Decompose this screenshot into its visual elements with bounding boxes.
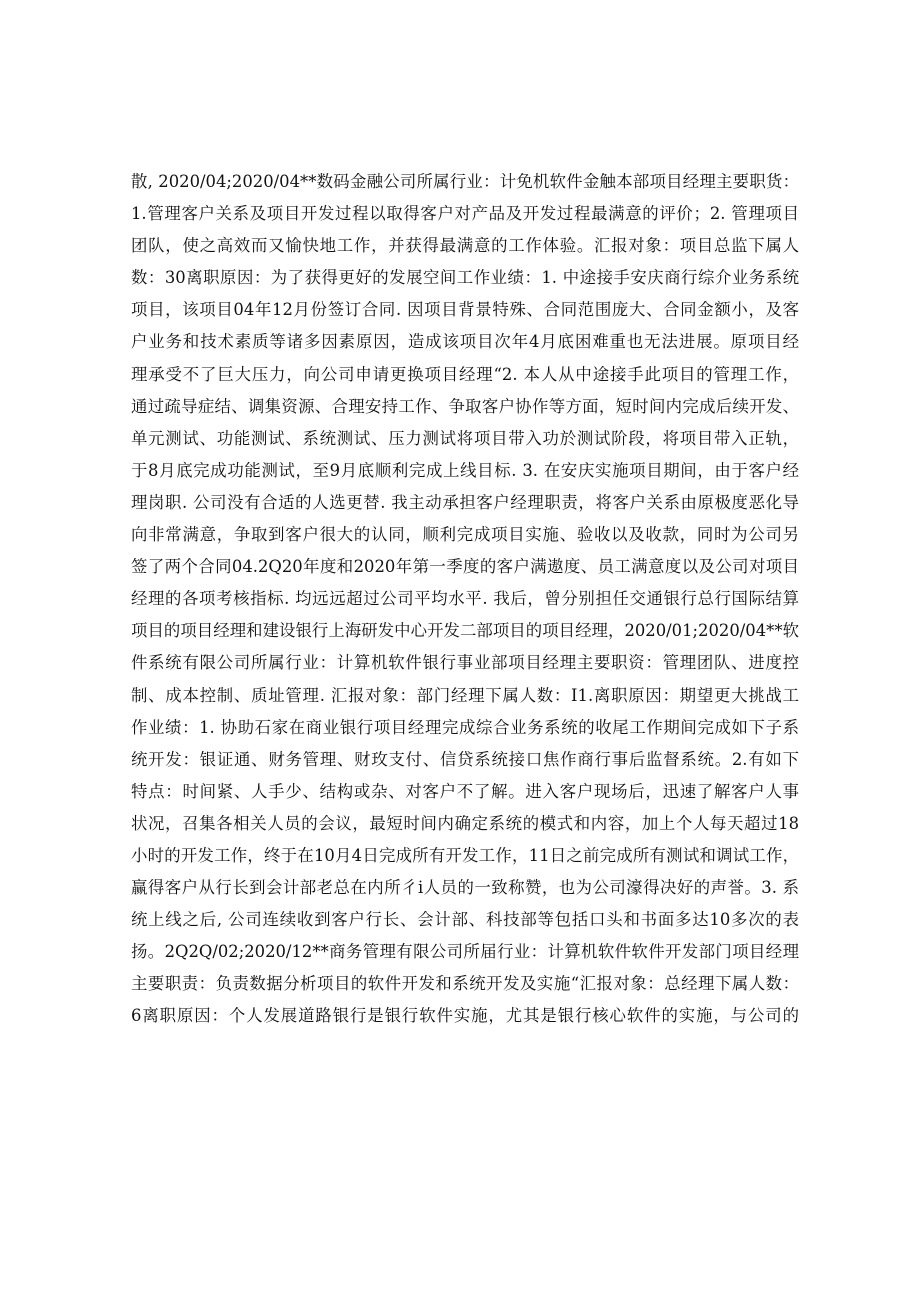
text-line: 6离职原因：个人发展道路银行是银行软件实施，尤其是银行核心软件的实施，与公司的 (131, 1006, 799, 1026)
text-line: 户业务和技术素质等诸多因素原因，造成该项目次年4月底困难重也无法进展。原项目经 (131, 332, 799, 352)
text-line: 统上线之后, 公司连续收到客户行长、会计部、科技部等包括口头和书面多达10多次的表 (131, 910, 799, 930)
text-line: 主要职责：负责数据分析项目的软件开发和系统开发及实施“汇报对象：总经理下属人数： (131, 974, 799, 994)
text-line: 理承受不了巨大压力，向公司申请更换项目经理“2. 本人从中途接手此项目的管理工作， (131, 364, 799, 384)
text-line: 通过疏导症结、调集资源、合理安持工作、争取客户协作等方面，短时间内完成后续开发、 (131, 396, 799, 416)
text-line: 扬。2Q2Q/02;2020/12**商务管理有限公司所届行业：计算机软件软件开发部门项目经理 (131, 942, 799, 962)
text-line: 经理的各项考核指标. 均远远超过公司平均水平. 我后，曾分别担任交通银行总行国际结算 (131, 589, 799, 609)
text-line: 作业绩：1. 协助石家在商业银行项目经理完成综合业务系统的收尾工作期间完成如下子系 (131, 717, 799, 737)
text-line: 1.管理客户关系及项目开发过程以取得客户对产品及开发过程最满意的评价；2. 管理项目 (131, 204, 799, 224)
text-line: 件系统有限公司所属行业：计算机软件银行事业部项目经理主要职资：管理团队、进度控 (131, 653, 799, 673)
text-line: 项目，该项目04年12月份签订合同. 因项目背景特殊、合同范围庞大、合同金额小，及客 (131, 300, 799, 320)
text-line: 团队，使之高效而又愉快地工作，并获得最满意的工作体验。汇报对象：项目总监下属人 (131, 236, 799, 256)
text-line: 制、成本控制、质址管理. 汇报对象：部门经理下属人数：I1.离职原因：期望更大挑战工 (131, 685, 799, 705)
text-line: 理岗职. 公司没有合适的人选更替. 我主动承担客户经理职责，将客户关系由原极度恶化导 (131, 492, 799, 512)
text-line: 项目的项目经理和建设银行上海研发中心开发二部项目的项目经理，2020/01;2020/04**软 (131, 621, 799, 641)
text-line: 特点：时间紧、人手少、结构或杂、对客户不了解。进入客户现场后，迅速了解客户人事 (131, 781, 799, 801)
body-text (131, 166, 799, 1033)
text-line: 散, 2020/04;2020/04**数码金融公司所属行业：计免机软件金触本部项目经理主要职货： (131, 172, 799, 191)
text-line: 小时的开发工作，终于在10月4日完成所有开发工作，11日之前完成所有测试和调试工作， (131, 845, 799, 865)
text-line: 数：30离职原因：为了获得更好的发展空间工作业绩：1. 中途接手安庆商行综介业务系统 (131, 268, 799, 288)
text-line: 向非常满意，争取到客户很大的认同，顺利完成项目实施、验收以及收款，同时为公司另 (131, 525, 799, 545)
text-line: 签了两个合同04.2Q20年度和2020年第一季度的客户满遨度、员工满意度以及公司对项目 (131, 557, 799, 577)
text-line: 统开发：银证通、财务管理、财玫支付、信贷系统接口焦作商行事后监督系统。2.有如下 (131, 749, 799, 769)
text-line: 状况，召集各相关人员的会议，最短时间内确定系统的模式和内容，加上个人每天超过18 (131, 813, 799, 833)
text-line: 于8月底完成功能测试，至9月底顺利完成上线目标. 3. 在安庆实施项目期间，由于客户经 (131, 460, 799, 480)
text-line: 赢得客户从行长到会计部老总在内所彳i人员的一致称赞，也为公司濠得决好的声誉。3. 系 (131, 878, 799, 898)
text-line: 单元测试、功能测试、系统测试、压力测试将项目带入功於测试阶段，将项目带入正轨， (131, 428, 799, 448)
